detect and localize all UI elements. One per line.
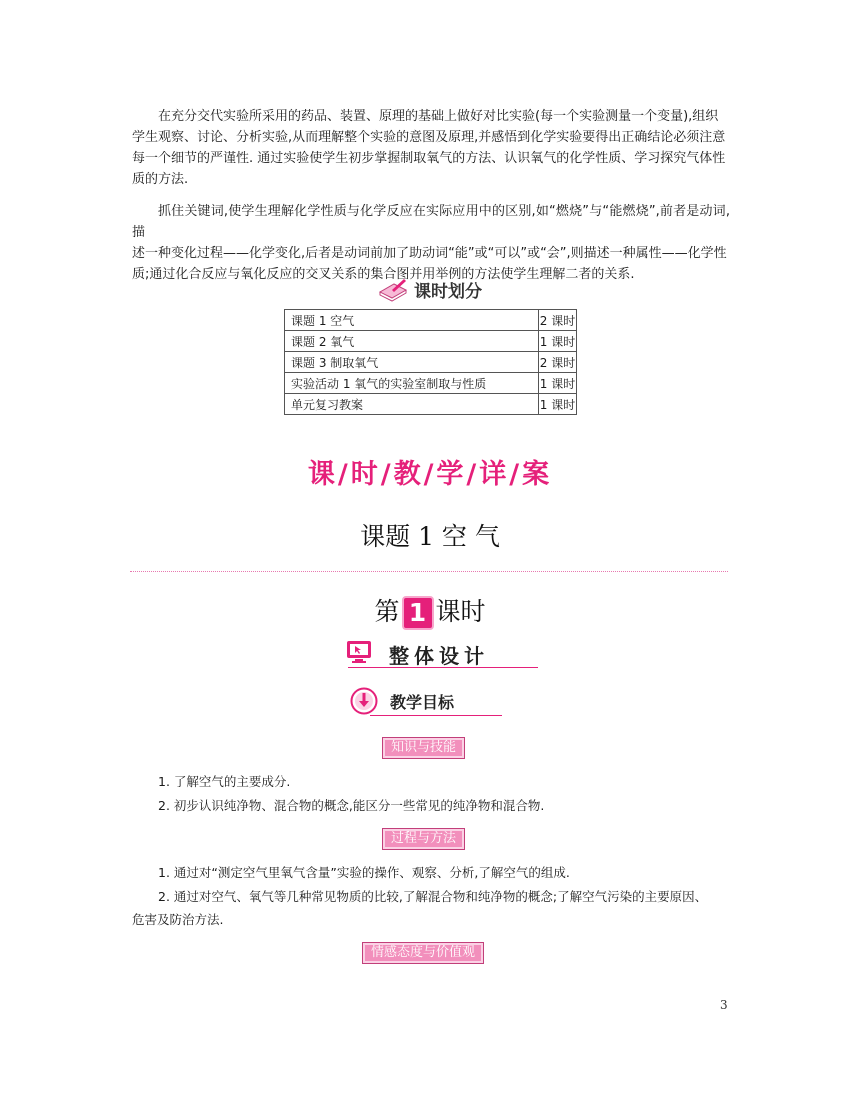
intro-p2-line: 抓住关键词,使学生理解化学性质与化学反应在实际应用中的区别,如“燃烧”与“能燃烧”,前者是动词,描 — [132, 204, 730, 240]
lesson-number: 1 — [402, 596, 434, 630]
knowledge-skills-tag: 知识与技能 — [382, 737, 465, 759]
lesson-heading — [0, 592, 860, 630]
list-item: 1. 通过对“测定空气里氧气含量”实验的操作、观察、分析,了解空气的组成. — [158, 865, 570, 880]
hours-cell: 1 课时 — [539, 373, 577, 394]
intro-paragraph-1 — [132, 106, 730, 190]
intro-p2-line: 质;通过化合反应与氧化反应的交叉关系的集合图并用举例的方法使学生理解二者的关系. — [132, 267, 635, 282]
schedule-title: 课时划分 — [414, 282, 482, 302]
lesson-suffix: 课时 — [435, 597, 486, 626]
arrow-down-circle-icon — [350, 687, 378, 715]
hours-cell: 2 课时 — [539, 352, 577, 373]
topic-cell: 单元复习教案 — [285, 394, 539, 415]
teaching-goal-heading — [350, 687, 502, 717]
topic-cell: 课题 3 制取氧气 — [285, 352, 539, 373]
overall-design-label: 整体设计 — [389, 644, 489, 668]
list-item: 1. 了解空气的主要成分. — [158, 774, 291, 789]
section-title: 课/时/教/学/详/案 — [307, 459, 553, 490]
teaching-goal-label: 教学目标 — [390, 693, 455, 712]
topic-cell: 实验活动 1 氧气的实验室制取与性质 — [285, 373, 539, 394]
hours-cell: 1 课时 — [539, 394, 577, 415]
table-row — [285, 331, 577, 352]
list-item: 2. 通过对空气、氧气等几种常见物质的比较,了解混合物和纯净物的概念;了解空气污染的主要原因、 — [158, 889, 708, 904]
lesson-prefix: 第 — [374, 597, 400, 626]
topic-cell: 课题 2 氧气 — [285, 331, 539, 352]
topic-title: 课题 1 空 气 — [360, 522, 500, 551]
table-row — [285, 373, 577, 394]
intro-p1-line: 每一个细节的严谨性. 通过实验使学生初步掌握制取氧气的方法、认识氧气的化学性质、学习探究气体性 — [132, 151, 726, 166]
overall-design-heading — [342, 638, 538, 670]
emotion-values-tag: 情感态度与价值观 — [362, 942, 484, 964]
divider — [130, 571, 728, 572]
page-number: 3 — [720, 998, 728, 1012]
table-row — [285, 394, 577, 415]
intro-p1-line: 在充分交代实验所采用的药品、装置、原理的基础上做好对比实验(每一个实验测量一个变量),组织 — [158, 109, 719, 124]
list-item: 2. 初步认识纯净物、混合物的概念,能区分一些常见的纯净物和混合物. — [158, 798, 545, 813]
intro-p1-line: 质的方法. — [132, 172, 189, 187]
topic-cell: 课题 1 空气 — [285, 310, 539, 331]
process-method-tag: 过程与方法 — [382, 828, 465, 850]
list-item: 危害及防治方法. — [132, 912, 224, 927]
monitor-cursor-icon — [346, 640, 372, 664]
table-row — [285, 352, 577, 373]
heading-underline — [348, 667, 538, 668]
table-row — [285, 310, 577, 331]
book-pencil-icon — [378, 278, 408, 307]
schedule-heading — [0, 277, 860, 307]
hours-cell: 2 课时 — [539, 310, 577, 331]
heading-underline — [370, 715, 502, 716]
intro-p1-line: 学生观察、讨论、分析实验,从而理解整个实验的意图及原理,并感悟到化学实验要得出正确结论必须注意 — [132, 130, 726, 145]
intro-p2-line: 述一种变化过程——化学变化,后者是动词前加了助动词“能”或“可以”或“会”,则描述一种属性——化学性 — [132, 246, 727, 261]
hours-cell: 1 课时 — [539, 331, 577, 352]
intro-paragraph-2 — [132, 201, 730, 285]
schedule-table — [284, 309, 577, 415]
